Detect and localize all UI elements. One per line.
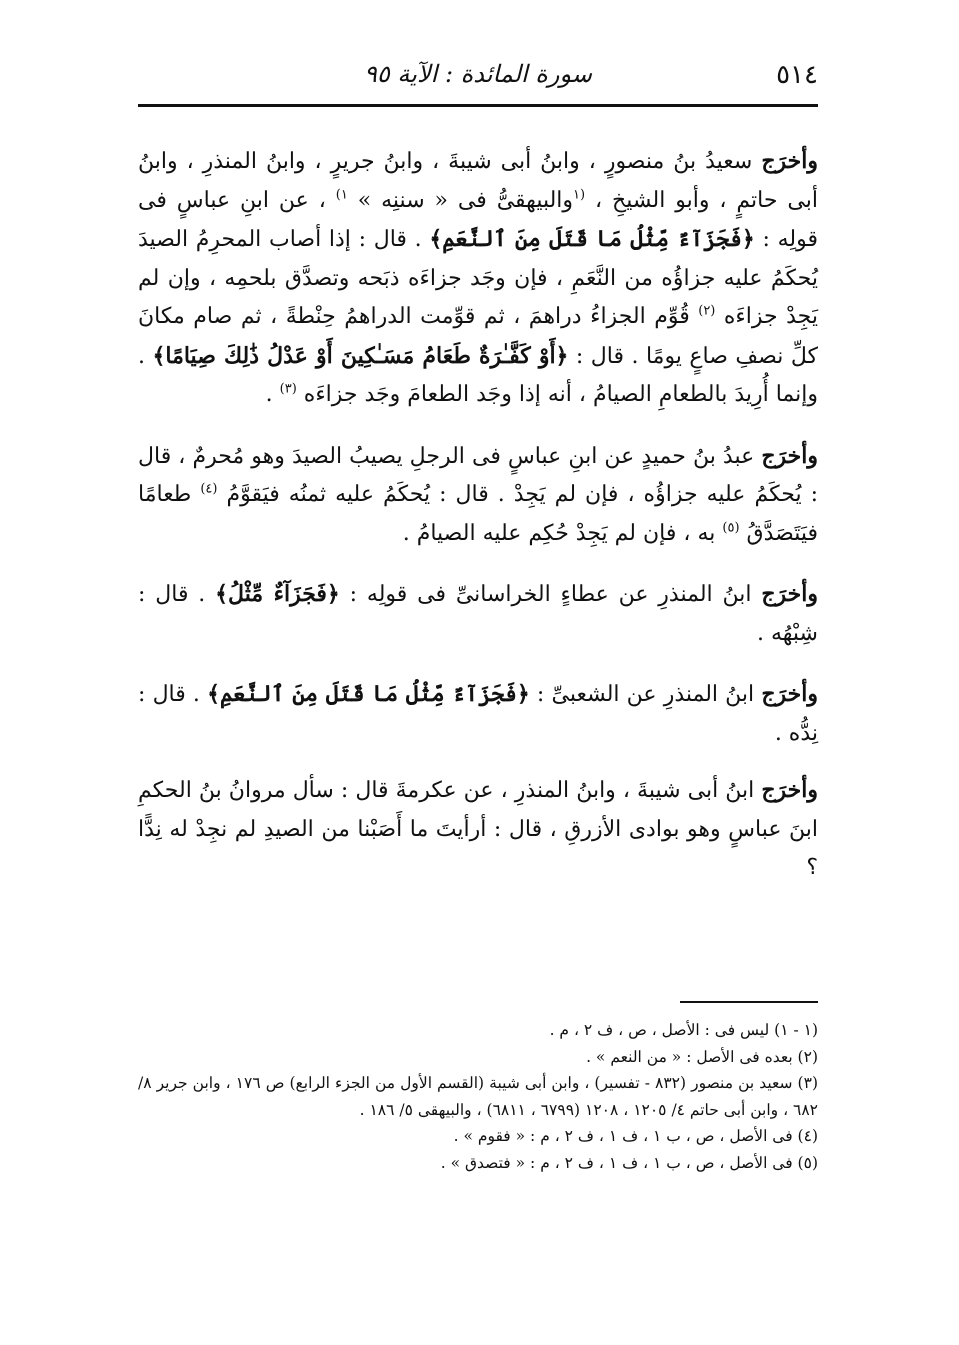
- text-run: . وإنما أُرِيدَ بالطعامِ الصيامُ ، أنه إذا وجَد الطعامَ وجَد جزاءَه: [138, 343, 818, 407]
- text-run: ابنُ المنذرِ عن الشعبىِّ :: [529, 682, 762, 707]
- text-run: به ، فإن لم يَجِدْ حُكِم عليه الصيامُ .: [402, 520, 723, 546]
- footnote: (١ - ١) ليس فى : الأصل ، ص ، ف ٢ ، م .: [549, 1021, 818, 1039]
- text-run: ، عن ابنِ عباسٍ فى قولِه :: [138, 187, 818, 252]
- text-run: عبدُ بنُ حميدٍ عن ابنِ عباسٍ فى الرجلِ يصيبُ الصيدَ وهو مُحرمٌ ، قال : يُحكَمُ عليه جزاؤُه ، فإن لم يَجِدْ . قال : يُحكَمُ عليه ثمنُه فيَقوَّمُ: [138, 443, 819, 507]
- attribution-verb: وأخرَج: [761, 442, 818, 469]
- attribution-verb: وأخرَج: [761, 148, 818, 174]
- footnote-ref: (٣): [279, 381, 297, 397]
- text-run: . قال : شِبْهُه .: [138, 582, 818, 646]
- footnote-ref: (٢): [698, 303, 716, 319]
- page-header: [138, 52, 818, 102]
- footnote: (٤) فى الأصل ، ص ، ب ١ ، ف ١ ، ف ٢ ، م : « فقوم » .: [453, 1127, 818, 1145]
- quran-quote: ﴿أَوْ كَفَّـٰرَةٌ طَعَامُ مَسَـٰكِينَ أَوْ عَدْلُ ذَٰلِكَ صِيَامًا﴾: [152, 342, 569, 369]
- text-run: طعامًا فيَتَصَدَّقُ: [138, 482, 818, 546]
- text-run: . قال : نِدُّه .: [138, 682, 818, 746]
- paragraph: [138, 675, 818, 753]
- paragraph: [138, 437, 818, 554]
- footnote-ref: (٥): [722, 520, 740, 536]
- header-rule: [138, 104, 818, 107]
- paragraph: [138, 142, 818, 415]
- page-number: ٥١٤: [776, 60, 818, 90]
- text-run: ابنُ المنذرِ عن عطاءٍ الخراسانىِّ فى قولِه :: [339, 582, 762, 607]
- attribution-verb: وأخرَج: [761, 681, 819, 707]
- footnote-ref: (١: [573, 187, 586, 203]
- paragraph: [138, 771, 818, 888]
- attribution-verb: وأخرَج: [761, 777, 818, 803]
- footnote: (٥) فى الأصل ، ص ، ب ١ ، ف ١ ، ف ٢ ، م : « فتصدق » .: [440, 1153, 818, 1172]
- text-run: ابنُ أبى شيبةَ ، وابنُ المنذرِ ، عن عكرمةَ قال : سأل مروانُ بنُ الحكمِ ابنَ عباسٍ وهو بوادى الأزرقِ ، قال : أرأيتَ ما أَصَبْنا من الصيدِ لم نجِدْ له نِدًّا ؟: [138, 778, 818, 880]
- main-text: [138, 142, 818, 910]
- quran-quote: ﴿فَجَزَآءٌ مِّثْلُ﴾: [215, 581, 340, 607]
- text-run: والبيهقىُّ فى « سننِه »: [347, 187, 574, 213]
- attribution-verb: وأخرَج: [761, 581, 819, 607]
- footnote: (٣) سعيد بن منصور (٨٣٢ - تفسير) ، وابن أبى شيبة (القسم الأول من الجزء الرابع) ص ١٧٦ ، وابن جرير ٨/ ٦٨٢ ، وابن أبى حاتم ٤/ ١٢٠٥ ، ١٢٠٨ (٦٧٩٩ ، ٦٨١١) ، والبيهقى ٥/ ١٨٦ .: [138, 1074, 818, 1119]
- text-run: .: [265, 382, 280, 407]
- paragraph: [138, 575, 818, 653]
- text-run: . قال : إذا أصاب المحرِمُ الصيدَ يُحكَمُ عليه جزاؤُه من النَّعَمِ ، فإن وجَد جزاءَه ذبَحه وتصدَّق بلحمِه ، وإن لم يَجِدْ جزاءَه: [138, 227, 818, 329]
- text-run: قُوِّم الجزاءُ دراهمَ ، ثم قوِّمت الدراهمُ حِنْطةً ، ثم صام مكانَ كلِّ نصفِ صاعٍ يومًا . قال :: [138, 304, 818, 369]
- quran-quote: ﴿فَجَزَآءٌ مِّثْلُ مَا قَتَلَ مِنَ ٱلنَّعَمِ﴾: [207, 681, 530, 707]
- footnote-ref: (٤): [200, 481, 218, 497]
- quran-quote: ﴿فَجَزَآءٌ مِّثْلُ مَا قَتَلَ مِنَ ٱلنَّعَمِ﴾: [429, 226, 755, 252]
- running-title: سورة المائدة : الآية ٩٥: [364, 60, 592, 88]
- footnote-separator: [680, 1001, 818, 1003]
- footnote: (٢) بعده فى الأصل : « من النعم » .: [586, 1047, 818, 1066]
- footnotes: [138, 1017, 818, 1176]
- footnote-ref: ١): [335, 187, 348, 203]
- text-run: سعيدُ بنُ منصورٍ ، وابنُ أبى شيبةَ ، وابنُ جريرٍ ، وابنُ المنذرِ ، وابنُ أبى حاتمٍ ، وأبو الشيخِ ،: [138, 149, 818, 213]
